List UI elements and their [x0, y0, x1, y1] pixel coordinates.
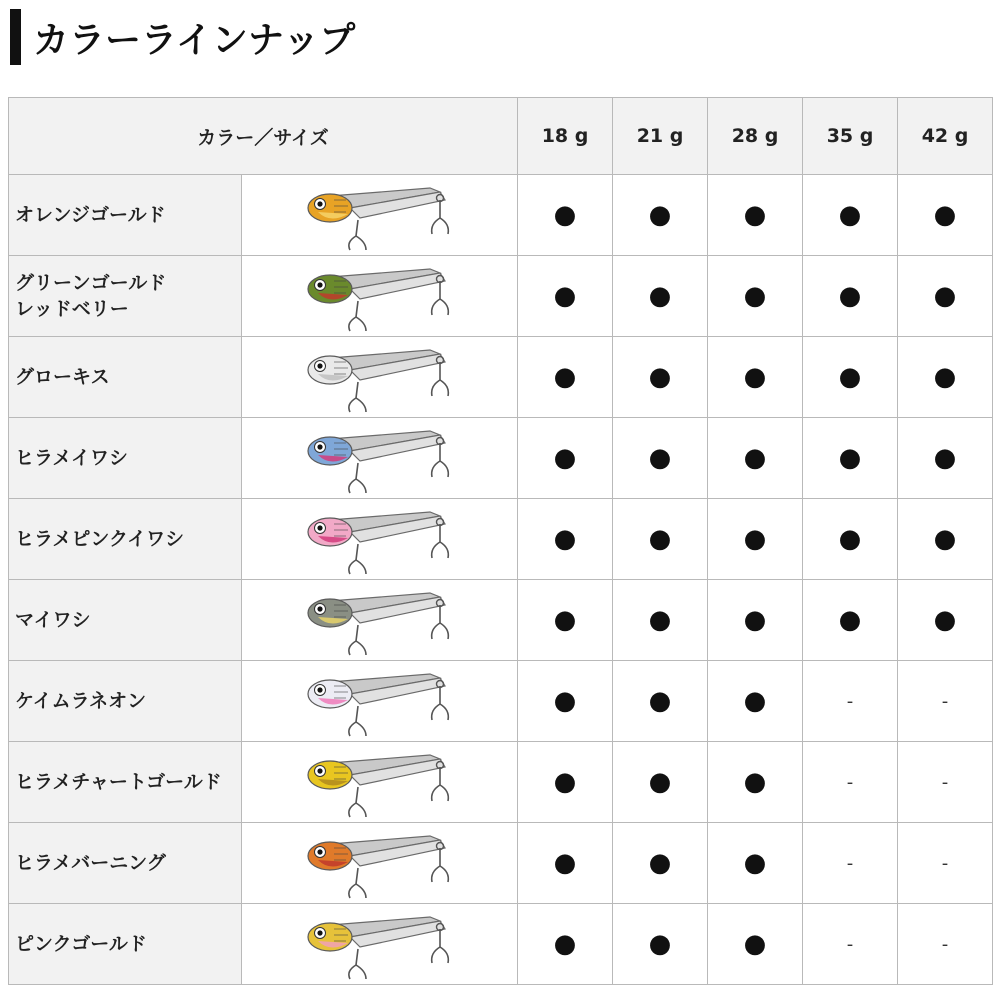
available-mark: ● — [803, 256, 898, 337]
lure-icon — [290, 664, 470, 738]
lure-image-cell — [242, 742, 518, 823]
available-mark: ● — [708, 337, 803, 418]
lure-image-cell — [242, 418, 518, 499]
lure-image-cell — [242, 337, 518, 418]
available-mark: ● — [898, 580, 993, 661]
unavailable-mark: - — [803, 742, 898, 823]
table-row — [9, 256, 993, 337]
lure-icon — [290, 745, 470, 819]
available-mark: ● — [613, 175, 708, 256]
available-mark: ● — [708, 742, 803, 823]
color-name: ヒラメチャートゴールド — [9, 742, 242, 823]
lure-icon — [290, 583, 470, 657]
page-title: カラーラインナップ — [33, 19, 356, 61]
table-row — [9, 499, 993, 580]
lure-image-cell — [242, 580, 518, 661]
unavailable-mark: - — [898, 904, 993, 985]
available-mark: ● — [708, 904, 803, 985]
available-mark: ● — [708, 661, 803, 742]
lure-icon — [290, 178, 470, 252]
available-mark: ● — [898, 337, 993, 418]
available-mark: ● — [898, 499, 993, 580]
available-mark: ● — [708, 580, 803, 661]
available-mark: ● — [613, 256, 708, 337]
color-name: ヒラメイワシ — [9, 418, 242, 499]
column-header-size: 18 g — [518, 98, 613, 175]
table-row — [9, 904, 993, 985]
table-row — [9, 337, 993, 418]
table-row — [9, 742, 993, 823]
table-row — [9, 175, 993, 256]
available-mark: ● — [518, 337, 613, 418]
available-mark: ● — [898, 256, 993, 337]
available-mark: ● — [803, 175, 898, 256]
table-row — [9, 418, 993, 499]
lure-icon — [290, 259, 470, 333]
color-name: ヒラメバーニング — [9, 823, 242, 904]
available-mark: ● — [518, 418, 613, 499]
column-header-color-size: カラー／サイズ — [9, 98, 518, 175]
available-mark: ● — [803, 337, 898, 418]
unavailable-mark: - — [803, 661, 898, 742]
section-heading — [10, 8, 355, 66]
available-mark: ● — [613, 742, 708, 823]
table-row — [9, 661, 993, 742]
available-mark: ● — [708, 499, 803, 580]
color-name: グリーンゴールド レッドベリー — [9, 256, 242, 337]
available-mark: ● — [613, 823, 708, 904]
unavailable-mark: - — [803, 823, 898, 904]
available-mark: ● — [708, 256, 803, 337]
unavailable-mark: - — [898, 823, 993, 904]
available-mark: ● — [708, 418, 803, 499]
available-mark: ● — [518, 904, 613, 985]
lure-icon — [290, 340, 470, 414]
available-mark: ● — [518, 823, 613, 904]
table-header-row — [9, 98, 993, 175]
available-mark: ● — [803, 418, 898, 499]
color-name: ケイムラネオン — [9, 661, 242, 742]
unavailable-mark: - — [898, 661, 993, 742]
available-mark: ● — [518, 580, 613, 661]
available-mark: ● — [518, 175, 613, 256]
available-mark: ● — [613, 418, 708, 499]
lure-image-cell — [242, 661, 518, 742]
lure-icon — [290, 907, 470, 981]
lure-image-cell — [242, 823, 518, 904]
lure-image-cell — [242, 904, 518, 985]
available-mark: ● — [613, 580, 708, 661]
unavailable-mark: - — [803, 904, 898, 985]
column-header-size: 35 g — [803, 98, 898, 175]
lure-icon — [290, 421, 470, 495]
unavailable-mark: - — [898, 742, 993, 823]
available-mark: ● — [518, 742, 613, 823]
available-mark: ● — [708, 175, 803, 256]
column-header-size: 21 g — [613, 98, 708, 175]
available-mark: ● — [613, 499, 708, 580]
available-mark: ● — [613, 337, 708, 418]
color-name: マイワシ — [9, 580, 242, 661]
column-header-size: 28 g — [708, 98, 803, 175]
available-mark: ● — [898, 418, 993, 499]
table-row — [9, 823, 993, 904]
available-mark: ● — [518, 256, 613, 337]
available-mark: ● — [803, 499, 898, 580]
color-name: グローキス — [9, 337, 242, 418]
lure-image-cell — [242, 256, 518, 337]
lure-icon — [290, 502, 470, 576]
available-mark: ● — [803, 580, 898, 661]
lure-image-cell — [242, 175, 518, 256]
lure-icon — [290, 826, 470, 900]
lure-image-cell — [242, 499, 518, 580]
color-name: ピンクゴールド — [9, 904, 242, 985]
heading-accent-bar — [10, 9, 21, 65]
available-mark: ● — [708, 823, 803, 904]
available-mark: ● — [613, 661, 708, 742]
color-lineup-table — [8, 97, 993, 985]
color-name: オレンジゴールド — [9, 175, 242, 256]
available-mark: ● — [518, 499, 613, 580]
color-name: ヒラメピンクイワシ — [9, 499, 242, 580]
available-mark: ● — [613, 904, 708, 985]
column-header-size: 42 g — [898, 98, 993, 175]
available-mark: ● — [518, 661, 613, 742]
available-mark: ● — [898, 175, 993, 256]
table-row — [9, 580, 993, 661]
